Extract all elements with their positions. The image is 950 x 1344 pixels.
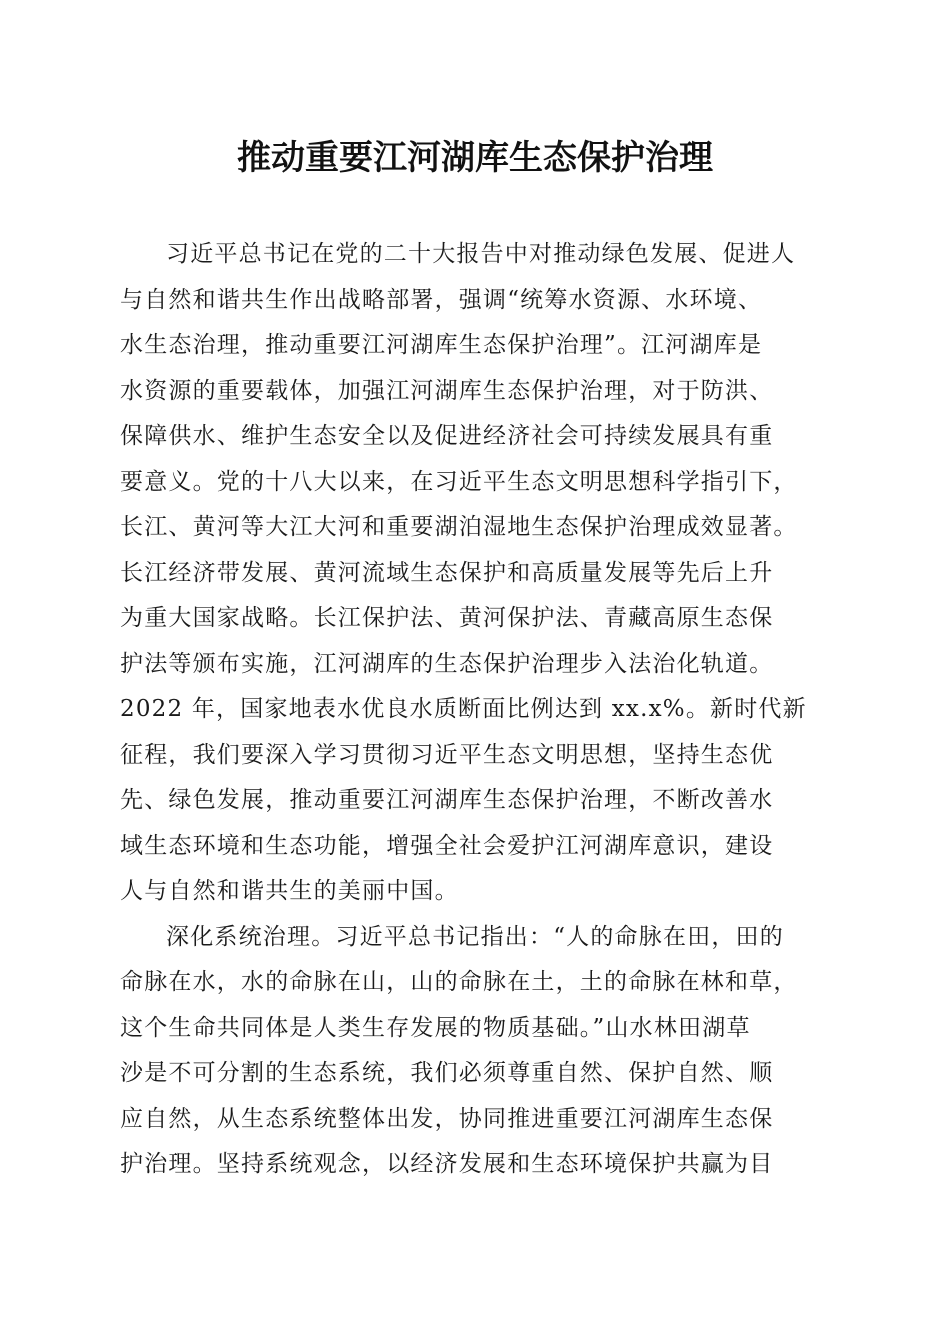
paragraph-line: 先、绿色发展，推动重要江河湖库生态保护治理，不断改善水 (120, 787, 774, 813)
paragraph-line: 为重大国家战略。长江保护法、黄河保护法、青藏高原生态保 (120, 605, 774, 631)
paragraph-line: 长江经济带发展、黄河流域生态保护和高质量发展等先后上升 (120, 559, 774, 586)
paragraph-line: 深化系统治理。习近平总书记指出：“人的命脉在田，田的 (166, 923, 784, 950)
paragraph-2 (120, 915, 832, 1188)
document-body (120, 232, 832, 1188)
paragraph-line: 水资源的重要载体，加强江河湖库生态保护治理，对于防洪、 (120, 377, 774, 404)
paragraph-line: 域生态环境和生态功能，增强全社会爱护江河湖库意识，建设 (120, 832, 774, 859)
paragraph-line: 沙是不可分割的生态系统，我们必须尊重自然、保护自然、顺 (120, 1060, 774, 1086)
paragraph-line: 人与自然和谐共生的美丽中国。 (120, 878, 459, 904)
paragraph-line: 要意义。党的十八大以来，在习近平生态文明思想科学指引下， (120, 468, 798, 495)
paragraph-line: 护法等颁布实施，江河湖库的生态保护治理步入法治化轨道。 (120, 650, 774, 677)
paragraph-line: 长江、黄河等大江大河和重要湖泊湿地生态保护治理成效显著。 (120, 514, 798, 540)
page-title: 推动重要江河湖库生态保护治理 (237, 138, 713, 178)
paragraph-line: 与自然和谐共生作出战略部署，强调“统筹水资源、水环境、 (120, 286, 763, 313)
paragraph-line: 2022 年，国家地表水优良水质断面比例达到 xx.x%。新时代新 (120, 696, 807, 722)
paragraph-line: 护治理。坚持系统观念，以经济发展和生态环境保护共赢为目 (120, 1151, 774, 1177)
paragraph-line: 命脉在水，水的命脉在山，山的命脉在土，土的命脉在林和草， (120, 969, 798, 995)
paragraph-line: 应自然，从生态系统整体出发，协同推进重要江河湖库生态保 (120, 1105, 774, 1132)
paragraph-line: 征程，我们要深入学习贯彻习近平生态文明思想，坚持生态优 (120, 741, 774, 768)
paragraph-line: 水生态治理，推动重要江河湖库生态保护治理”。江河湖库是 (120, 332, 763, 358)
paragraph-line: 这个生命共同体是人类生存发展的物质基础。”山水林田湖草 (120, 1014, 751, 1041)
paragraph-line: 保障供水、维护生态安全以及促进经济社会可持续发展具有重 (120, 423, 774, 449)
paragraph-line: 习近平总书记在党的二十大报告中对推动绿色发展、促进人 (166, 241, 796, 267)
paragraph-1 (120, 232, 832, 915)
